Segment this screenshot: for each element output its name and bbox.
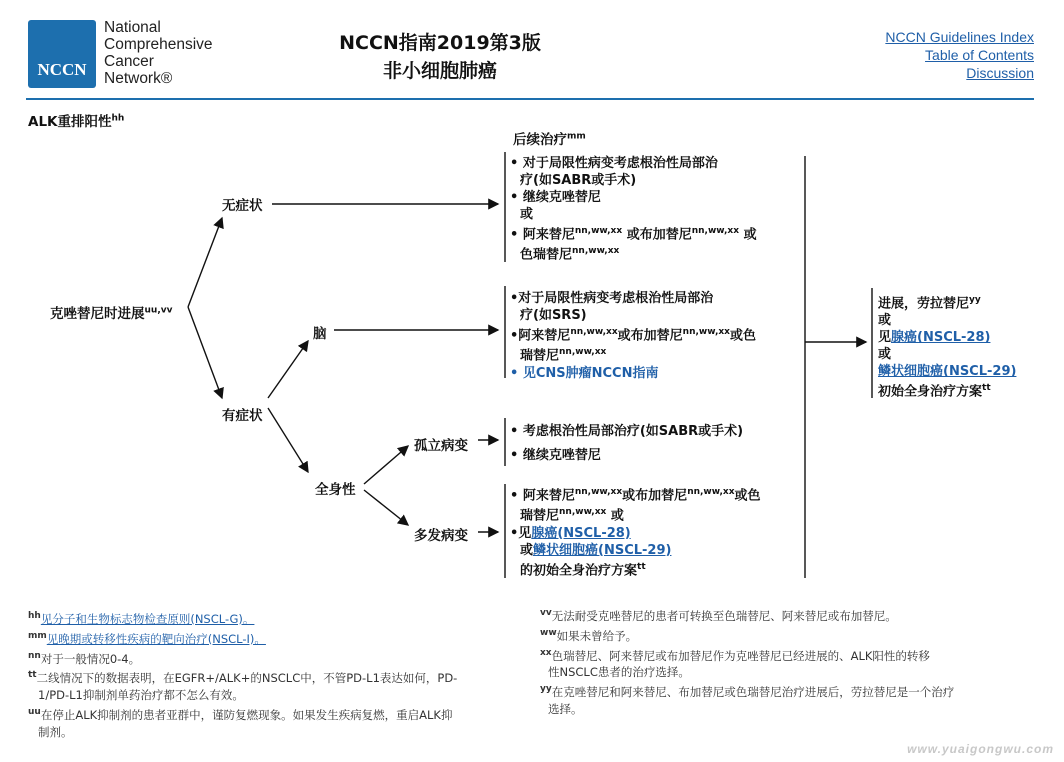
node-brain: 脑 <box>313 326 327 342</box>
nccn-logo: NCCN <box>28 20 96 88</box>
node-symptomatic: 有症状 <box>222 408 263 424</box>
cns-guideline-link[interactable]: • 见CNS肿瘤NCCN指南 <box>510 365 659 381</box>
progress-adeno-link[interactable]: 腺癌(NSCL-28) <box>891 330 991 346</box>
adenocarcinoma-link[interactable]: 腺癌(NSCL-28) <box>531 525 631 541</box>
node-systemic: 全身性 <box>315 482 356 498</box>
asymptomatic-options: • 对于局限性病变考虑根治性局部治 疗(如SABR或手术) • 继续克唑替尼 或 • 阿来替尼$^{nn,ww,xx}$ 或布加替尼$^{nn,ww,xx}$ 或 色瑞替尼$^{nn,ww,xx}$ <box>510 156 757 263</box>
isolated-lesion-options: • 考虑根治性局部治疗(如SABR或手术) • 继续克唑替尼 <box>510 424 744 463</box>
followup-title: 后续治疗$^{mm}$ <box>513 131 586 148</box>
progress-squamous-link[interactable]: 鳞状细胞癌(NSCL-29) <box>878 364 1017 380</box>
page-subtitle: 非小细胞肺癌 <box>382 60 497 82</box>
node-isolated-lesion: 孤立病变 <box>414 438 468 454</box>
discussion-link[interactable]: Discussion <box>966 65 1034 81</box>
footnotes-left: $^{hh}$见分子和生物标志物检查原则(NSCL-G)。 $^{mm}$见晚期或转移性疾病的靶向治疗(NSCL-I)。 $^{nn}$对于一般情况0-4。 $^{tt}$二线情况下的数据表明，在EGFR+/ALK+的NSCLC中，不管PD-L1表达如何，PD- 1/PD-L1抑制剂单药治疗都不怎么有效。 $^{uu}$在停止ALK抑制剂的患者亚群中，谨防复燃现象。如果发生疾病复燃，重启ALK抑 制剂。 <box>28 611 458 740</box>
brain-options: •对于局限性病变考虑根治性局部治 疗(如SRS) •阿来替尼$^{nn,ww,xx}$或布加替尼$^{nn,ww,xx}$或色 瑞替尼$^{nn,ww,xx}$ • 见CNS肿瘤NCCN指南 <box>510 291 756 381</box>
footnote-link[interactable]: 见晚期或转移性疾病的靶向治疗(NSCL-I)。 <box>46 631 266 646</box>
footnote-link[interactable]: 见分子和生物标志物检查原则(NSCL-G)。 <box>40 611 255 626</box>
toc-link[interactable]: Table of Contents <box>925 47 1034 63</box>
node-asymptomatic: 无症状 <box>222 198 263 214</box>
root-node: 克唑替尼时进展$^{uu,vv}$ <box>50 305 173 322</box>
org-name: National Comprehensive Cancer Network® <box>104 19 213 87</box>
node-multiple-lesions: 多发病变 <box>414 528 468 544</box>
guidelines-index-link[interactable]: NCCN Guidelines Index <box>885 29 1034 45</box>
multiple-lesion-options: • 阿来替尼$^{nn,ww,xx}$或布加替尼$^{nn,ww,xx}$或色 瑞替尼$^{nn,ww,xx}$ 或 •见腺癌(NSCL-28) 或鳞状细胞癌(NSCL-29) 的初始全身治疗方案$^{tt}$ <box>510 487 761 578</box>
section-title: ALK重排阳性$^{hh}$ <box>28 113 125 130</box>
squamous-link[interactable]: 鳞状细胞癌(NSCL-29) <box>533 542 672 558</box>
footnotes-right: $^{vv}$无法耐受克唑替尼的患者可转换至色瑞替尼、阿来替尼或布加替尼。 $^{ww}$如果未曾给予。 $^{xx}$色瑞替尼、阿来替尼或布加替尼作为克唑替尼已经进展的、ALK阳性的转移 性NSCLC患者的治疗选择。 $^{yy}$在克唑替尼和阿来替尼、布加替尼或色瑞替尼治疗进展后，劳拉替尼是一个治疗 选择。 <box>540 608 955 717</box>
progression-options: 进展，劳拉替尼$^{yy}$ 或 见腺癌(NSCL-28) 或 鳞状细胞癌(NSCL-29) 初始全身治疗方案$^{tt}$ <box>878 295 1017 400</box>
page-title: NCCN指南2019第3版 <box>339 32 541 54</box>
site-watermark: www.yuaigongwu.com <box>907 742 1054 756</box>
